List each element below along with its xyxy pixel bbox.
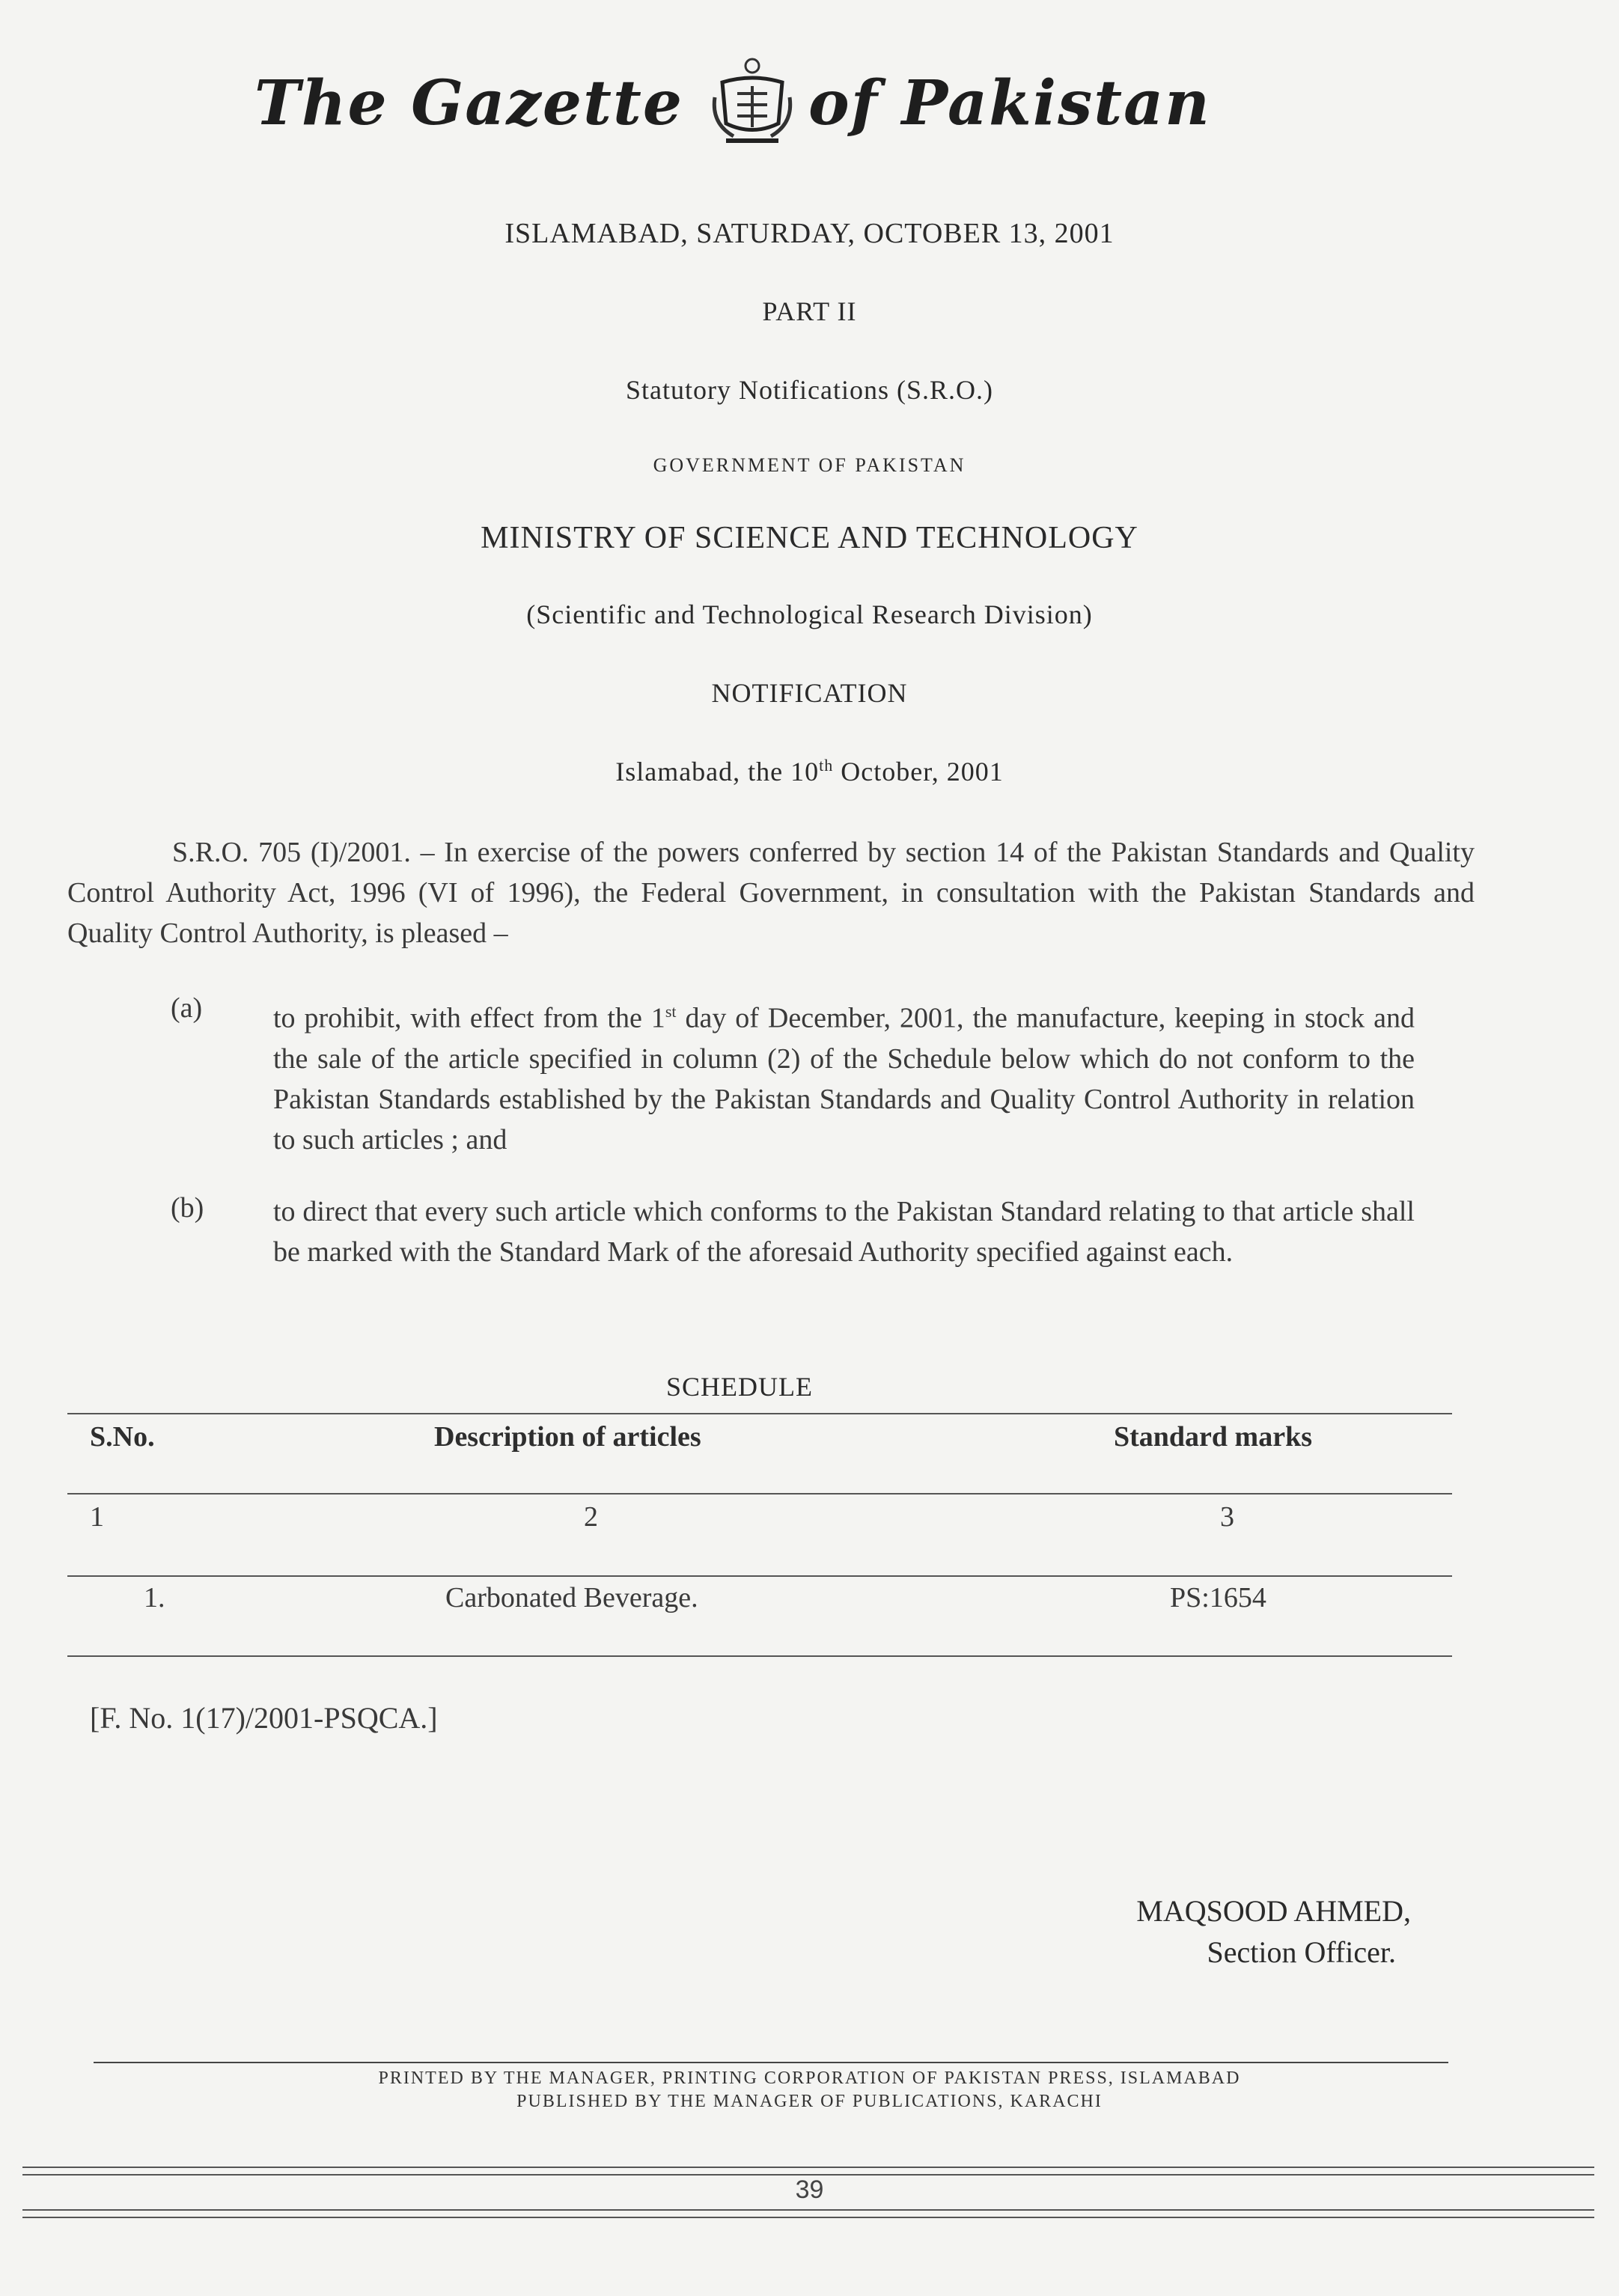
schedule-bottom-rule bbox=[67, 1655, 1452, 1657]
division-heading: (Scientific and Technological Research Division) bbox=[526, 599, 1093, 629]
place-date-sup: th bbox=[819, 756, 834, 775]
header-standard-marks: Standard marks bbox=[1114, 1421, 1312, 1453]
intro-text: S.R.O. 705 (I)/2001. – In exercise of the powers conferred by section 14 of the Pakistan Standards and Quality Control Authority Act, 1996 (VI of 1996), the Federal Government, in consultation with the Pakistan Standards and Quality Control Authority, is pleased – bbox=[67, 837, 1475, 949]
place-date-suffix: October, 2001 bbox=[833, 757, 1004, 787]
published-by: PUBLISHED BY THE MANAGER OF PUBLICATIONS, KARACHI bbox=[516, 2092, 1103, 2111]
place-date-prefix: Islamabad, the 10 bbox=[615, 757, 820, 787]
clause-b-label: (b) bbox=[171, 1192, 204, 1224]
clause-b-text: to direct that every such article which conforms to the Pakistan Standard relating to that article shall be marked with the Standard Mark of the aforesaid Authority specified against each. bbox=[273, 1196, 1415, 1268]
schedule-numbers-rule bbox=[67, 1575, 1452, 1577]
state-emblem-icon bbox=[704, 52, 801, 150]
file-number: [F. No. 1(17)/2001-PSQCA.] bbox=[90, 1701, 438, 1735]
clause-a-text-before: to prohibit, with effect from the 1 bbox=[273, 1002, 665, 1034]
section-heading: Statutory Notifications (S.R.O.) bbox=[626, 375, 993, 405]
masthead-title-left: The Gazette bbox=[254, 67, 683, 139]
gazette-masthead bbox=[0, 52, 1619, 150]
row-1-sno: 1. bbox=[144, 1582, 165, 1613]
footer-rule bbox=[94, 2062, 1448, 2063]
signatory-title: Section Officer. bbox=[1207, 1935, 1396, 1969]
clause-a-label: (a) bbox=[171, 992, 203, 1024]
column-number-2: 2 bbox=[584, 1501, 598, 1533]
ministry-heading: MINISTRY OF SCIENCE AND TECHNOLOGY bbox=[481, 521, 1138, 555]
clause-a-text-after: day of December, 2001, the manufacture, keeping in stock and the sale of the article specified in column (2) of the Schedule below which do not conform to the Pakistan Standards established by the Pakistan Standards and Quality Control Authority in relation to such articles ; and bbox=[273, 1002, 1415, 1155]
signatory-name: MAQSOOD AHMED, bbox=[1136, 1894, 1411, 1928]
part-heading: PART II bbox=[762, 296, 857, 326]
column-number-1: 1 bbox=[90, 1501, 104, 1533]
row-1-description: Carbonated Beverage. bbox=[445, 1582, 698, 1613]
schedule-header-rule bbox=[67, 1493, 1452, 1494]
place-date bbox=[0, 756, 1619, 787]
page-double-rule-bottom bbox=[22, 2209, 1594, 2218]
header-sno: S.No. bbox=[90, 1421, 155, 1453]
schedule-title: SCHEDULE bbox=[666, 1372, 813, 1402]
schedule-top-rule bbox=[67, 1413, 1452, 1414]
notification-heading: NOTIFICATION bbox=[711, 678, 908, 708]
dateline: ISLAMABAD, SATURDAY, OCTOBER 13, 2001 bbox=[504, 218, 1115, 249]
column-number-3: 3 bbox=[1220, 1501, 1234, 1533]
page-number: 39 bbox=[795, 2176, 824, 2204]
government-heading: GOVERNMENT OF PAKISTAN bbox=[653, 454, 966, 476]
header-description: Description of articles bbox=[434, 1421, 701, 1453]
clause-a-sup: st bbox=[665, 1002, 677, 1021]
page-double-rule-top bbox=[22, 2167, 1594, 2176]
intro-paragraph bbox=[67, 832, 1475, 953]
masthead-title-right: of Pakistan bbox=[808, 67, 1211, 139]
printed-by: PRINTED BY THE MANAGER, PRINTING CORPORATION OF PAKISTAN PRESS, ISLAMABAD bbox=[378, 2068, 1241, 2088]
clause-a-text bbox=[273, 992, 1415, 1160]
row-1-standard-mark: PS:1654 bbox=[1170, 1582, 1266, 1613]
